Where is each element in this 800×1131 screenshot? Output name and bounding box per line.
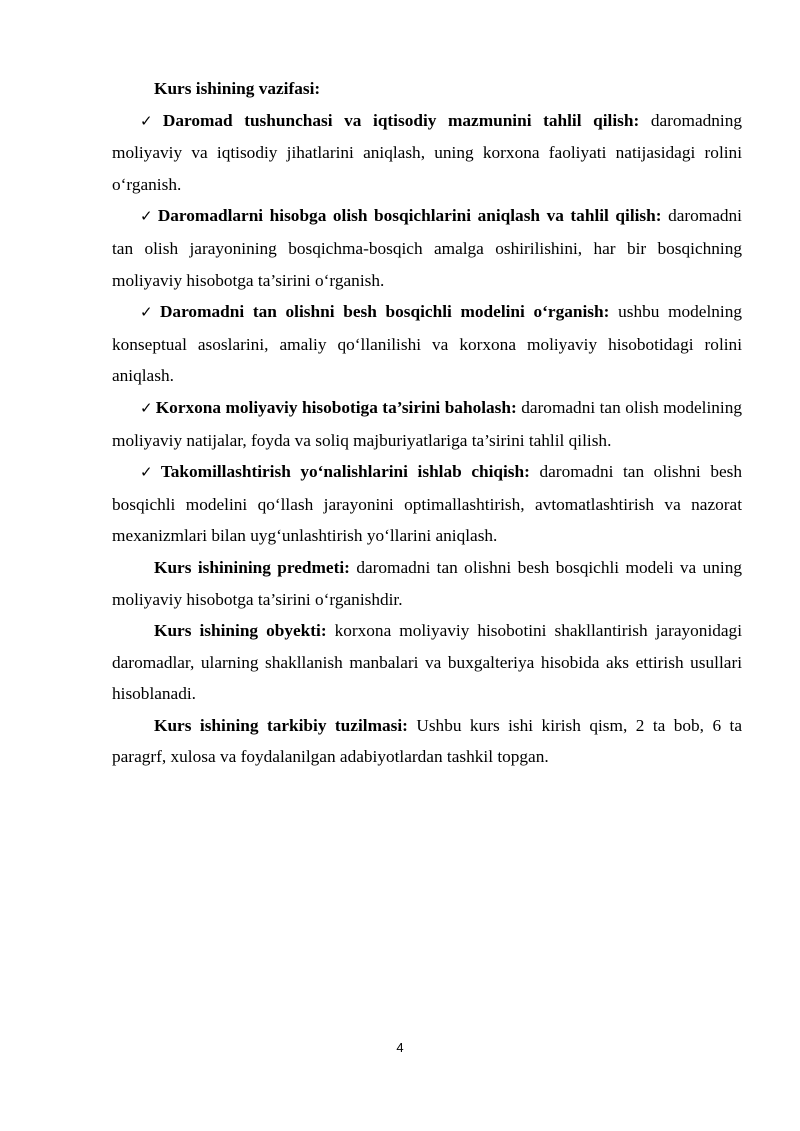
page-number: 4 [396,1040,404,1055]
checkmark-icon: ✓ [140,303,157,322]
checkmark-icon: ✓ [140,207,155,226]
structure-title: Kurs ishining tarkibiy tuzilmasi: [154,715,408,735]
task-item-4 [112,392,742,456]
task-text: daromadni tan olish modelining moliyaviy natijalar, foyda va soliq majburiyatlariga ta’sirini tahlil qilish. [112,397,742,450]
task-item-2 [112,200,742,296]
object-paragraph [112,615,742,710]
object-text: korxona moliyaviy hisobotini shakllantirish jarayonidagi daromadlar, ularning shakllanish manbalari va buxgalteriya hisobida aks ettirish usullari hisoblanadi. [112,621,743,704]
task-text: daromadni tan olishni besh bosqichli modelini qo‘llash jarayonini optimallashtirish, avtomatlashtirish va nazorat mexanizmlari bilan uyg‘unlashtirish yo‘llarini aniqlash. [112,462,742,546]
object-title: Kurs ishining obyekti: [154,621,327,641]
checkmark-icon: ✓ [140,398,153,417]
task-title: Takomillashtirish yo‘nalishlarini ishlab chiqish: [160,462,530,482]
task-text: daromadning moliyaviy va iqtisodiy jihatlarini aniqlash, uning korxona faoliyati natijasidagi rolini o‘rganish. [112,110,742,194]
task-item-1 [112,105,742,201]
checkmark-icon: ✓ [140,111,160,130]
task-title: Korxona moliyaviy hisobotiga ta’sirini baholash: [155,397,517,417]
structure-paragraph [112,710,742,773]
tasks-heading: Kurs ishining vazifasi: [154,79,321,98]
task-title: Daromad tushunchasi va iqtisodiy mazmunini tahlil qilish: [162,110,640,130]
subject-title: Kurs ishinining predmeti: [154,557,350,577]
checkmark-icon: ✓ [140,463,158,482]
subject-text: daromadni tan olishni besh bosqichli modeli va uning moliyaviy hisobotga ta’sirini o‘rganishdir. [112,557,743,609]
task-text: ushbu modelning konseptual asoslarini, amaliy qo‘llanilishi va korxona moliyaviy hisobotidagi rolini aniqlash. [112,302,742,386]
task-title: Daromadni tan olishni besh bosqichli modelini o‘rganish: [159,302,610,322]
task-item-5 [112,456,742,552]
structure-text: Ushbu kurs ishi kirish qism, 2 ta bob, 6 ta paragrf, xulosa va foydalanilgan adabiyotlardan tashkil topgan. [112,715,743,767]
subject-paragraph [112,552,742,615]
task-item-3 [112,296,742,392]
task-text: daromadni tan olish jarayonining bosqichma-bosqich amalga oshirilishini, har bir bosqichning moliyaviy hisobotga ta’sirini o‘rganish. [112,206,742,290]
document-body [112,73,742,773]
task-title: Daromadlarni hisobga olish bosqichlarini aniqlash va tahlil qilish: [157,206,662,226]
